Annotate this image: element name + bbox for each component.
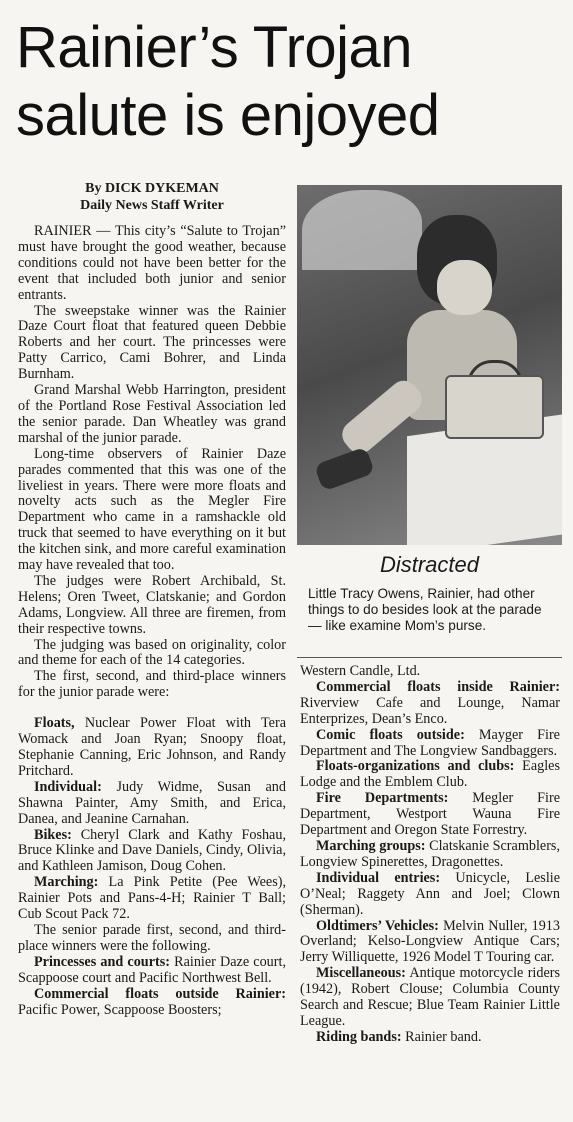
entry-label: Marching:	[34, 874, 99, 891]
photo-caption-text: Little Tracy Owens, Rainier, had other things to do besides look at the parade — like examine Mom’s purse.	[308, 586, 542, 633]
paragraph: RAINIER — This city’s “Salute to Trojan” must have brought the good weather, because conditions could not have been better for the event that included both junior and senior entrants.	[18, 223, 286, 303]
paragraph: The senior parade first, second, and third-place winners were the following.	[18, 921, 286, 954]
paragraph: The sweepstake winner was the Rainier Daze Court float that featured queen Debbie Roberts and her court. The princesses were Patty Carrico, Cami Bohrer, and Linda Burnham.	[18, 302, 286, 383]
right-column	[300, 664, 560, 1046]
headline	[16, 14, 564, 150]
senior-entry	[18, 955, 286, 987]
entry-label: Commercial floats outside Rainier:	[34, 985, 286, 1002]
junior-entry	[18, 828, 286, 876]
senior-entry	[300, 1030, 560, 1046]
entry-label: Comic floats outside:	[316, 726, 465, 743]
photo-child-face	[437, 260, 492, 315]
junior-entry	[18, 875, 286, 923]
junior-entry	[18, 716, 286, 780]
senior-entry	[300, 839, 560, 871]
byline-role: Daily News Staff Writer	[80, 198, 224, 213]
headline-line-2: salute is enjoyed	[16, 83, 440, 148]
junior-entry	[18, 780, 286, 828]
entry-text: Unicycle, Leslie O’Neal; Raggety Ann and Joel; Clown (Sherman).	[300, 869, 561, 918]
senior-entry	[300, 966, 560, 1030]
entry-label: Marching groups:	[316, 837, 426, 854]
entry-text: Riverview Cafe and Lounge, Namar Enterprizes, Dean’s Enco.	[300, 694, 560, 727]
photo-background-shape	[302, 190, 422, 270]
entry-text: Megler Fire Department, Westport Wauna Fire Department and Oregon State Forrestry.	[300, 790, 560, 839]
byline	[18, 180, 286, 214]
entry-text: Melvin Nuller, 1913 Overland; Kelso-Longview Antique Cars; Jerry Williquette, 1926 Model T Touring car.	[300, 917, 560, 966]
entry-label: Riding bands:	[316, 1028, 402, 1045]
paragraph: Grand Marshal Webb Harrington, president of the Portland Rose Festival Association led the senior parade. Dan Wheatley was grand marshal of the junior parade.	[18, 382, 286, 446]
entry-label: Princesses and courts:	[34, 953, 170, 970]
entry-text: Mayger Fire Department and The Longview Sandbaggers.	[300, 726, 560, 759]
entry-text: Rainier band.	[401, 1028, 482, 1045]
entry-label: Floats-organizations and clubs:	[316, 758, 515, 775]
senior-entry	[300, 871, 560, 919]
entry-text: Cheryl Clark and Kathy Foshau, Bruce Klinke and Dave Daniels, Cindy, Olivia, and Kathleen Jamison, Doug Cohen.	[18, 826, 286, 875]
entry-label: Bikes:	[34, 826, 72, 843]
entry-label: Individual entries:	[316, 869, 441, 886]
senior-entry	[300, 759, 560, 791]
entry-label: Commercial floats inside Rainier:	[316, 678, 560, 695]
senior-entry	[300, 728, 560, 760]
byline-author: By DICK DYKEMAN	[85, 181, 219, 196]
entry-text: La Pink Petite (Pee Wees), Rainier Pots and Pans-4-H; Rainier T Ball; Cub Scout Pack 72.	[18, 874, 286, 923]
left-column	[18, 180, 286, 1018]
photo-purse	[445, 375, 544, 439]
entry-label: Oldtimers’ Vehicles:	[316, 917, 439, 934]
entry-text: Nuclear Power Float with Tera Womack and Joan Ryan; Snoopy float, Stephanie Canning, Eric Johnson, and Randy Pritchard.	[18, 715, 286, 779]
entry-text: Pacific Power, Scappoose Boosters;	[18, 1001, 222, 1018]
senior-entry	[300, 919, 560, 967]
paragraph: The first, second, and third-place winners for the junior parade were:	[18, 668, 286, 701]
entry-label: Individual:	[34, 778, 102, 795]
entry-text: Rainier Daze court, Scappoose court and Pacific Northwest Bell.	[18, 953, 286, 986]
paragraph: The judges were Robert Archibald, St. Helens; Oren Tweet, Clatskanie; and Gordon Adams, Longview. All three are firemen, from their respective towns.	[18, 572, 286, 637]
photo-child-shoe	[314, 446, 375, 491]
entry-label: Miscellaneous:	[316, 965, 406, 982]
paragraph: Western Candle, Ltd.	[300, 663, 421, 679]
headline-line-1: Rainier’s Trojan	[16, 15, 413, 80]
senior-entry	[300, 791, 560, 839]
entry-label: Floats,	[34, 715, 75, 732]
photo-child-with-purse	[297, 185, 562, 545]
photo-caption	[308, 586, 548, 634]
entry-text: Judy Widme, Susan and Shawna Painter, Amy Smith, and Erica, Danea, and Jeanine Carnahan.	[18, 778, 286, 827]
senior-entry	[300, 680, 560, 728]
photo-caption-title: Distracted	[379, 552, 480, 577]
senior-entry	[18, 987, 286, 1019]
entry-text: Eagles Lodge and the Emblem Club.	[300, 758, 560, 791]
paragraph: The judging was based on originality, color and theme for each of the 14 categories.	[18, 636, 286, 669]
entry-text: Clatskanie Scramblers, Longview Spinerettes, Dragonettes.	[300, 837, 560, 870]
paragraph: Long-time observers of Rainier Daze parades commented that this was one of the liveliest in years. There were more floats and novelty acts such as the Megler Fire Department who came in a ramshackle old truck that seemed to have everything on it but the kitchen sink, and more careful examination may have revealed that too.	[18, 445, 286, 574]
caption-divider	[297, 657, 562, 658]
entry-label: Fire Departments:	[316, 790, 449, 807]
entry-text: Antique motorcycle riders (1942), Robert Clouse; Columbia County Search and Rescue; Blue Team Rainier Little League.	[300, 965, 560, 1029]
